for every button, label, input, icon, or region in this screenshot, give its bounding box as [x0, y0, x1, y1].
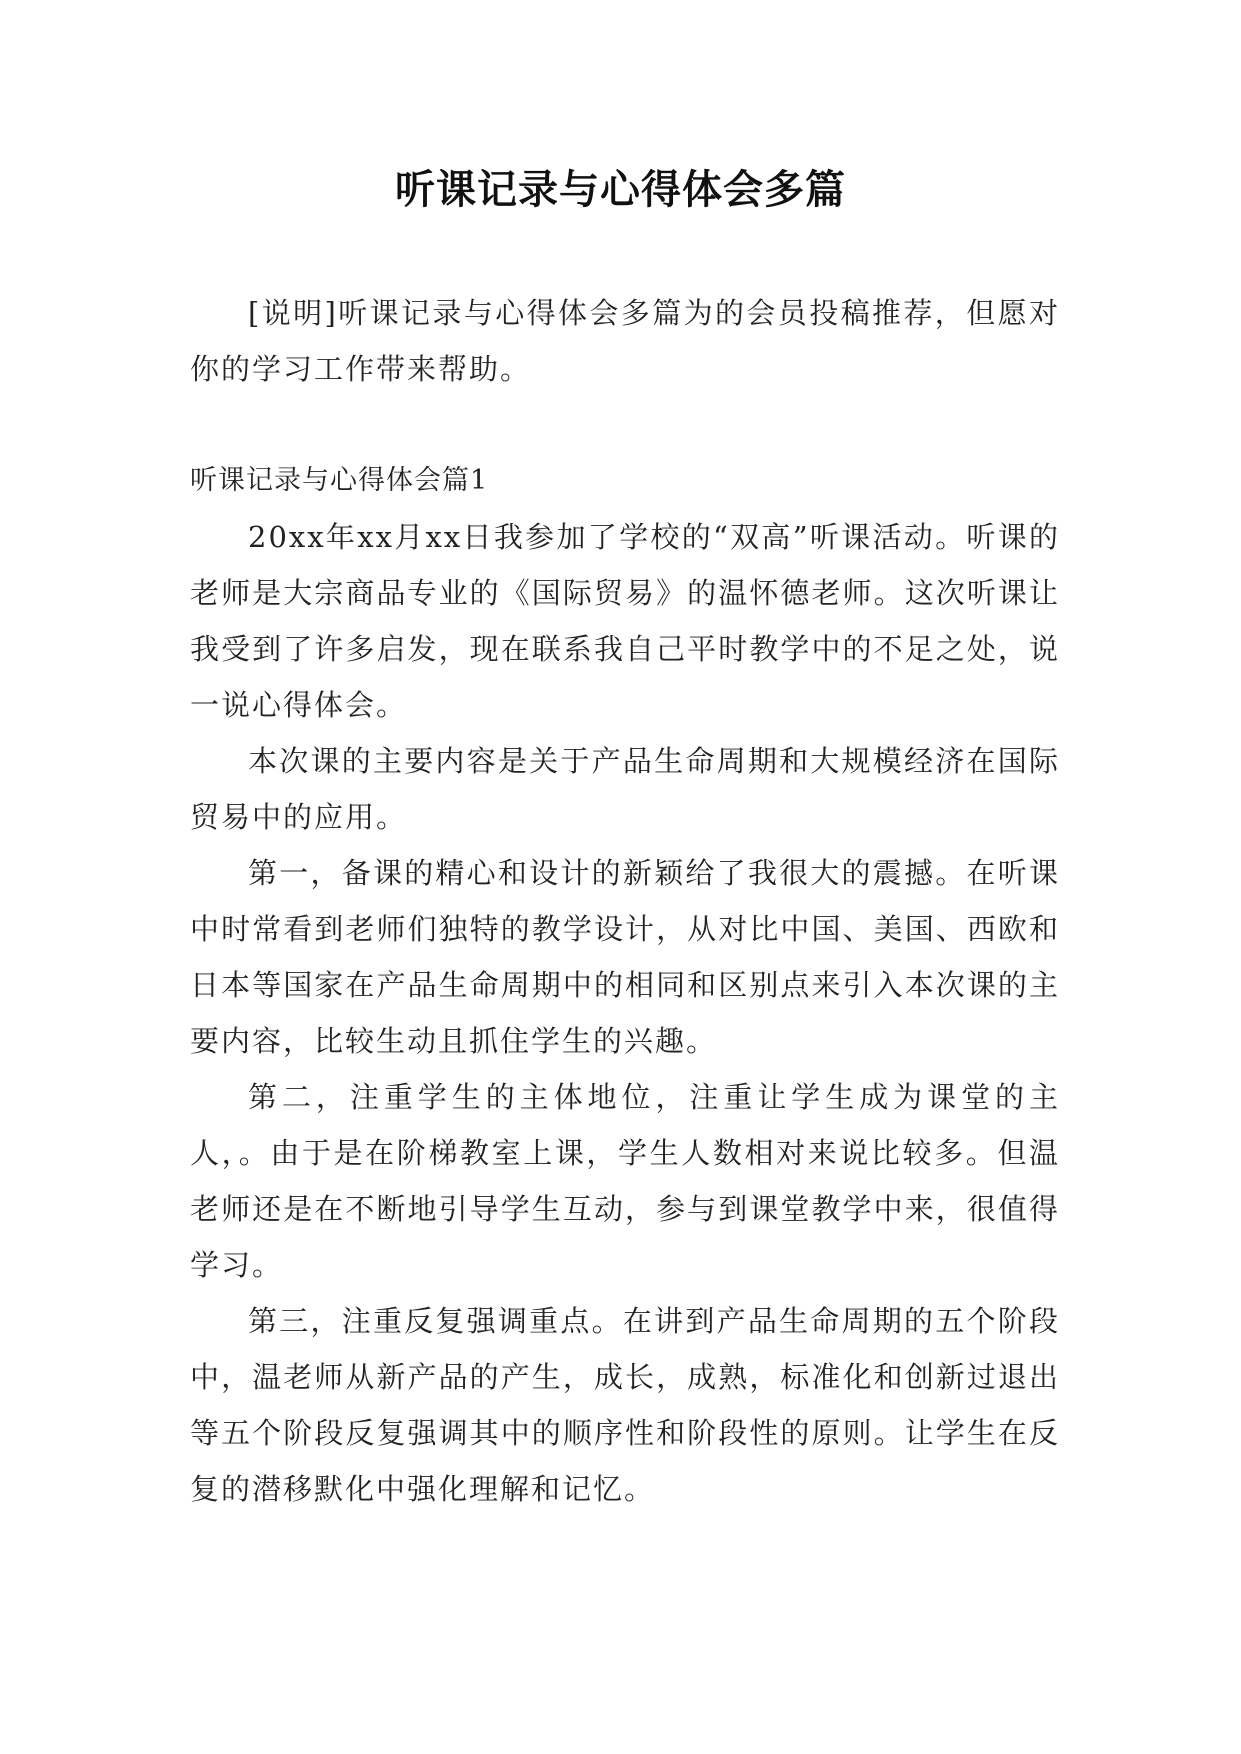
intro-paragraph: [说明]听课记录与心得体会多篇为的会员投稿推荐，但愿对你的学习工作带来帮助。 — [190, 296, 1060, 386]
paragraph-5: 第三，注重反复强调重点。在讲到产品生命周期的五个阶段中，温老师从新产品的产生，成长，成熟，标准化和创新过退出等五个阶段反复强调其中的顺序性和阶段性的原则。让学生在反复的潜移默化中强化理解和记忆。 — [190, 1304, 1060, 1506]
paragraph-3: 第一，备课的精心和设计的新颖给了我很大的震撼。在听课中时常看到老师们独特的教学设计，从对比中国、美国、西欧和日本等国家在产品生命周期中的相同和区别点来引入本次课的主要内容，比较生动且抓住学生的兴趣。 — [190, 856, 1060, 1058]
paragraph-2: 本次课的主要内容是关于产品生命周期和大规模经济在国际贸易中的应用。 — [190, 744, 1060, 834]
paragraph-1: 20xx年xx月xx日我参加了学校的“双高”听课活动。听课的老师是大宗商品专业的《国际贸易》的温怀德老师。这次听课让我受到了许多启发，现在联系我自己平时教学中的不足之处，说一说心得体会。 — [190, 520, 1060, 722]
document-body — [190, 285, 1060, 1517]
paragraph-4: 第二，注重学生的主体地位，注重让学生成为课堂的主人，。由于是在阶梯教室上课，学生人数相对来说比较多。但温老师还是在不断地引导学生互动，参与到课堂教学中来，很值得学习。 — [190, 1080, 1060, 1282]
document-title: 听课记录与心得体会多篇 — [395, 167, 846, 213]
section-heading: 听课记录与心得体会篇1 — [190, 465, 489, 496]
